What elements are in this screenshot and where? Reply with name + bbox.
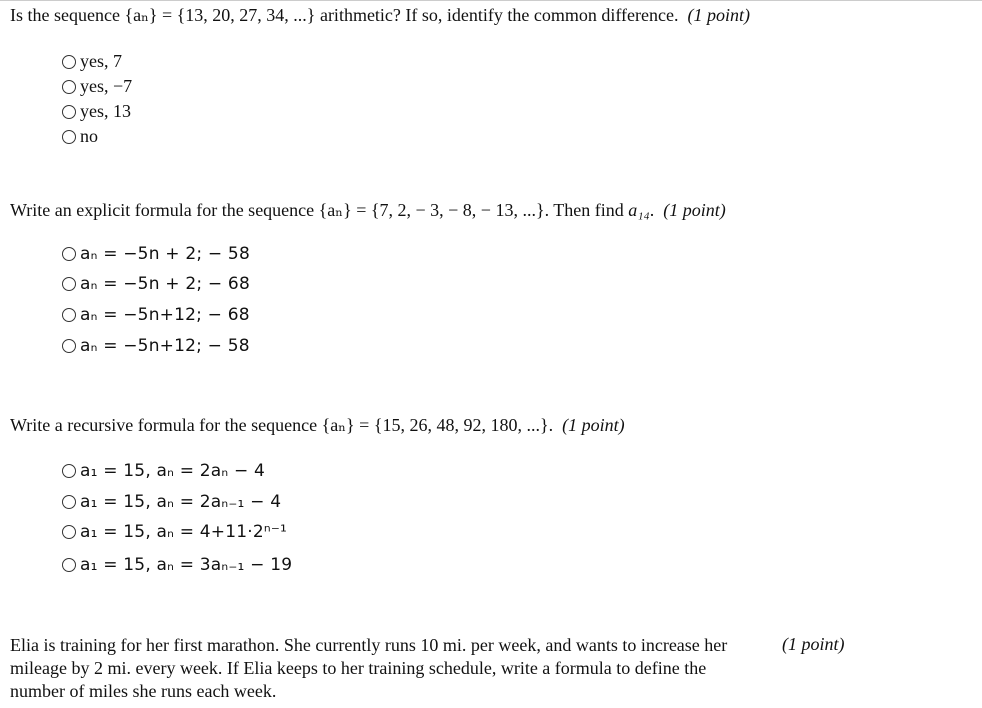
q2-option-4[interactable]: [62, 336, 250, 356]
q3-option-1-label: a₁ = 15, aₙ = 2aₙ − 4: [80, 461, 266, 481]
q1-option-1[interactable]: [62, 51, 122, 72]
radio-button[interactable]: [62, 55, 76, 69]
radio-button[interactable]: [62, 339, 76, 353]
radio-button[interactable]: [62, 525, 76, 539]
q1-option-1-label: yes, 7: [80, 51, 122, 71]
q2-option-3[interactable]: [62, 305, 250, 325]
q2-option-2[interactable]: [62, 274, 250, 294]
q3-sequence: {aₙ} = {15, 26, 48, 92, 180, ...}: [321, 415, 549, 435]
q2-sequence: {aₙ} = {7, 2, − 3, − 8, − 13, ...}: [318, 200, 545, 220]
q1-points: (1 point): [687, 5, 750, 25]
q1-text-before: Is the sequence: [10, 5, 120, 25]
q4-points: (1 point): [782, 634, 845, 654]
q2-target: a₁₄: [628, 200, 650, 220]
q1-text-after: arithmetic? If so, identify the common difference.: [319, 5, 679, 25]
q1-option-3[interactable]: [62, 101, 131, 122]
q3-option-3[interactable]: [62, 522, 287, 542]
q2-points: (1 point): [663, 200, 726, 220]
q2-option-1[interactable]: [62, 244, 250, 264]
radio-button[interactable]: [62, 80, 76, 94]
radio-button[interactable]: [62, 247, 76, 261]
question-2-prompt: [10, 200, 726, 221]
radio-button[interactable]: [62, 277, 76, 291]
q3-text-before: Write a recursive formula for the sequence: [10, 415, 318, 435]
q1-option-4-label: no: [80, 126, 98, 146]
q3-option-2[interactable]: [62, 492, 281, 512]
q3-option-4-label: a₁ = 15, aₙ = 3aₙ₋₁ − 19: [80, 555, 293, 575]
top-divider: [0, 0, 982, 1]
q2-text-middle: . Then find: [544, 200, 624, 220]
question-4-prompt: Elia is training for her first marathon. She currently runs 10 mi. per week, and wants to increase her mileage by 2 mi. every week. If Elia keeps to her training schedule, write a formula to define the number of miles she runs each week.: [10, 635, 728, 701]
q2-text-before: Write an explicit formula for the sequence: [10, 200, 315, 220]
q1-sequence: {aₙ} = {13, 20, 27, 34, ...}: [124, 5, 316, 25]
radio-button[interactable]: [62, 308, 76, 322]
q3-text-after: .: [548, 415, 554, 435]
q3-option-4[interactable]: [62, 555, 292, 575]
radio-button[interactable]: [62, 464, 76, 478]
question-1-prompt: [10, 5, 750, 26]
q1-option-3-label: yes, 13: [80, 101, 131, 121]
q1-option-4[interactable]: [62, 126, 98, 147]
q3-option-2-label: a₁ = 15, aₙ = 2aₙ₋₁ − 4: [80, 492, 282, 512]
q2-option-2-label: aₙ = −5n + 2; − 68: [80, 274, 250, 294]
q3-option-1[interactable]: [62, 461, 265, 481]
q2-text-after: .: [649, 200, 655, 220]
q2-option-3-label: aₙ = −5n+12; − 68: [80, 305, 250, 325]
q2-option-4-label: aₙ = −5n+12; − 58: [80, 336, 250, 356]
q3-points: (1 point): [562, 415, 625, 435]
q1-option-2[interactable]: [62, 76, 132, 97]
q3-option-3-label: a₁ = 15, aₙ = 4+11·2ⁿ⁻¹: [80, 522, 288, 542]
question-3-prompt: [10, 415, 625, 436]
radio-button[interactable]: [62, 130, 76, 144]
q1-option-2-label: yes, −7: [80, 76, 133, 96]
radio-button[interactable]: [62, 558, 76, 572]
radio-button[interactable]: [62, 495, 76, 509]
q2-option-1-label: aₙ = −5n + 2; − 58: [80, 244, 250, 264]
radio-button[interactable]: [62, 105, 76, 119]
